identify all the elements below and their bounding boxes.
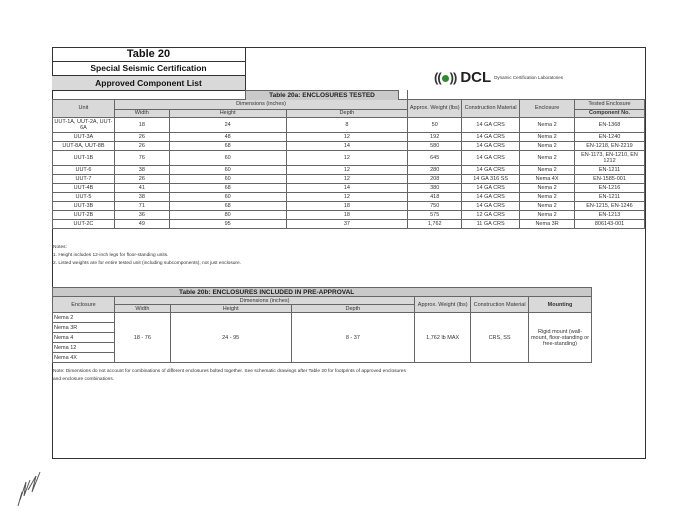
logo-dot-icon xyxy=(442,75,449,82)
table-cell: Nema 2 xyxy=(520,165,575,174)
table-cell: 60 xyxy=(169,165,286,174)
col-header-weight: Approx. Weight (lbs) xyxy=(408,99,462,117)
table-row xyxy=(53,192,645,201)
b-col-header-construction: Construction Material xyxy=(471,297,529,313)
table-cell: UUT-3A xyxy=(53,132,115,141)
table-cell: 14 GA CRS xyxy=(462,192,520,201)
table-cell: UUT-8A, UUT-8B xyxy=(53,141,115,150)
table-row xyxy=(53,174,645,183)
table-cell: 192 xyxy=(408,132,462,141)
table-cell: UUT-6 xyxy=(53,165,115,174)
b-col-header-dimensions: Dimensions (inches) xyxy=(114,297,414,305)
table-a-body xyxy=(53,117,645,228)
table-row xyxy=(53,210,645,219)
table-cell: 49 xyxy=(114,219,169,228)
mounting-description: Rigid mount (wall-mount, floor-standing or free-standing) xyxy=(529,313,592,363)
table-cell: Nema 2 xyxy=(520,132,575,141)
table-cell: 575 xyxy=(408,210,462,219)
b-col-header-weight: Approx. Weight (lbs) xyxy=(415,297,471,313)
table-cell: 95 xyxy=(169,219,286,228)
col-header-width: Width xyxy=(114,109,169,117)
table-cell: Nema 2 xyxy=(520,192,575,201)
b-col-header-depth: Depth xyxy=(291,305,415,313)
notes-b: Note: Dimensions do not account for combinations of different enclosures bolted together. See schematic drawings after Table 20 for footprints of approved enclosures and enclosure combinations. xyxy=(53,369,406,382)
logo-full-name: Dynamic Certification Laboratories xyxy=(494,74,563,80)
enclosures-pre-approval-table xyxy=(52,287,592,363)
table-cell: 36 xyxy=(114,210,169,219)
table-cell: Nema 2 xyxy=(520,201,575,210)
table-cell: 14 GA 316 SS xyxy=(462,174,520,183)
table-cell: EN-1218, EN-2219 xyxy=(575,141,645,150)
enclosure-cell: Nema 4X xyxy=(53,353,115,363)
table-cell: 14 GA CRS xyxy=(462,201,520,210)
table-row xyxy=(53,117,645,132)
table-cell: Nema 2 xyxy=(520,210,575,219)
table-cell: EN-1211 xyxy=(575,165,645,174)
table-cell: 380 xyxy=(408,183,462,192)
handwritten-signature xyxy=(12,462,52,510)
note-2: 2. Listed weights are for entire tested unit (including subcomponents), not just enclosure. xyxy=(53,261,241,266)
table-cell: 41 xyxy=(114,183,169,192)
col-header-construction: Construction Material xyxy=(462,99,520,117)
notes-heading: Notes: xyxy=(53,245,67,250)
table-cell: Nema 2 xyxy=(520,141,575,150)
table-cell: 38 xyxy=(114,165,169,174)
table-cell: 68 xyxy=(169,201,286,210)
table-cell: 418 xyxy=(408,192,462,201)
enclosure-cell: Nema 3R xyxy=(53,323,115,333)
table-cell: Nema 4X xyxy=(520,174,575,183)
table-cell: Nema 2 xyxy=(520,183,575,192)
table-cell: 806143-001 xyxy=(575,219,645,228)
table-cell: EN-1215, EN-1246 xyxy=(575,201,645,210)
enclosure-cell: Nema 2 xyxy=(53,313,115,323)
depth-range: 8 - 37 xyxy=(291,313,415,363)
table-cell: 208 xyxy=(408,174,462,183)
b-col-header-enclosure: Enclosure xyxy=(53,297,115,313)
b-col-header-mounting: Mounting xyxy=(529,297,592,313)
col-header-dimensions: Dimensions (inches) xyxy=(114,99,407,109)
table-cell: 60 xyxy=(169,192,286,201)
b-col-header-height: Height xyxy=(170,305,291,313)
table-row xyxy=(53,219,645,228)
table-cell: Nema 2 xyxy=(520,117,575,132)
table-row xyxy=(53,201,645,210)
table-cell: Nema 2 xyxy=(520,150,575,165)
table-cell: UUT-7 xyxy=(53,174,115,183)
table-cell: 80 xyxy=(169,210,286,219)
table-cell: 14 xyxy=(286,141,408,150)
table-cell: EN-1211 xyxy=(575,192,645,201)
table-cell: 14 GA CRS xyxy=(462,132,520,141)
table-b-caption: Table 20b: ENCLOSURES INCLUDED IN PRE-APPROVAL xyxy=(53,288,592,297)
table-cell: 14 GA CRS xyxy=(462,165,520,174)
height-range: 24 - 95 xyxy=(170,313,291,363)
b-col-header-width: Width xyxy=(114,305,170,313)
col-header-component-no: Component No. xyxy=(575,109,645,117)
table-cell: 12 GA CRS xyxy=(462,210,520,219)
table-cell: UUT-4B xyxy=(53,183,115,192)
table-cell: UUT-1A, UUT-2A, UUT-6A xyxy=(54,118,113,131)
table-row xyxy=(53,132,645,141)
table-cell: 60 xyxy=(169,150,286,165)
table-cell: 71 xyxy=(114,201,169,210)
table-cell: 14 GA CRS xyxy=(462,117,520,132)
table-row xyxy=(53,165,645,174)
table-cell: 12 xyxy=(286,132,408,141)
table-cell: EN-1585-001 xyxy=(575,174,645,183)
col-header-height: Height xyxy=(169,109,286,117)
table-cell: UUT-5 xyxy=(53,192,115,201)
logo-mark: (( )) xyxy=(434,69,457,85)
table-cell: 14 GA CRS xyxy=(462,183,520,192)
table-cell: 14 GA CRS xyxy=(462,141,520,150)
enclosure-cell: Nema 12 xyxy=(53,343,115,353)
table-header-block xyxy=(52,47,246,91)
table-cell: EN-1240 xyxy=(575,132,645,141)
table-cell: UUT-3B xyxy=(53,201,115,210)
col-header-enclosure: Enclosure xyxy=(520,99,575,117)
table-cell: Nema 3R xyxy=(520,219,575,228)
col-header-tested-enclosure: Tested Enclosure xyxy=(575,99,645,109)
table-cell: 76 xyxy=(114,150,169,165)
table-cell: 12 xyxy=(286,165,408,174)
table-cell: EN-1216 xyxy=(575,183,645,192)
table-cell: 18 xyxy=(286,210,408,219)
width-range: 18 - 76 xyxy=(114,313,170,363)
notes-a xyxy=(53,244,241,268)
table-row xyxy=(53,141,645,150)
table-cell: 14 GA CRS xyxy=(462,150,520,165)
table-cell: 1,762 xyxy=(408,219,462,228)
table-cell: 18 xyxy=(286,201,408,210)
page-subtitle: Special Seismic Certification xyxy=(90,63,207,73)
table-cell: 280 xyxy=(408,165,462,174)
table-cell: EN-1173, EN-1210, EN 1212 xyxy=(575,150,645,165)
table-cell: 8 xyxy=(286,117,408,132)
table-a-caption: Table 20a: ENCLOSURES TESTED xyxy=(245,90,399,100)
table-cell: 645 xyxy=(408,150,462,165)
table-cell: 12 xyxy=(286,174,408,183)
table-cell: 68 xyxy=(169,141,286,150)
table-cell: 48 xyxy=(169,132,286,141)
table-cell: 26 xyxy=(114,174,169,183)
table-cell: 60 xyxy=(169,174,286,183)
table-row xyxy=(53,183,645,192)
table-cell: 580 xyxy=(408,141,462,150)
page-title: Table 20 xyxy=(52,47,245,62)
logo-name: DCL xyxy=(460,68,492,86)
construction-material: CRS, SS xyxy=(471,313,529,363)
table-cell: 68 xyxy=(169,183,286,192)
table-cell: 14 xyxy=(286,183,408,192)
table-cell: EN-1368 xyxy=(575,117,645,132)
table-cell: UUT-2C xyxy=(53,219,115,228)
table-cell: 37 xyxy=(286,219,408,228)
page-subtitle-2: Approved Component List xyxy=(52,75,245,90)
table-cell: 26 xyxy=(114,132,169,141)
weight-max: 1,762 lb MAX xyxy=(415,313,471,363)
note-1: 1. Height includes 12-inch legs for floor-standing units. xyxy=(53,253,169,258)
enclosure-cell: Nema 4 xyxy=(53,333,115,343)
col-header-unit: Unit xyxy=(53,99,115,117)
table-cell: UUT-2B xyxy=(53,210,115,219)
table-cell: 38 xyxy=(114,192,169,201)
table-cell: EN-1213 xyxy=(575,210,645,219)
enclosures-tested-table xyxy=(52,90,645,229)
table-row xyxy=(53,150,645,165)
dcl-logo xyxy=(434,66,634,88)
table-cell: 24 xyxy=(169,117,286,132)
table-cell: 26 xyxy=(114,141,169,150)
table-cell: UUT-1B xyxy=(53,150,115,165)
table-cell: 18 xyxy=(114,117,169,132)
table-cell: 11 GA CRS xyxy=(462,219,520,228)
col-header-depth: Depth xyxy=(286,109,408,117)
table-cell: 750 xyxy=(408,201,462,210)
table-cell: 12 xyxy=(286,150,408,165)
table-cell: 50 xyxy=(408,117,462,132)
table-cell: 12 xyxy=(286,192,408,201)
